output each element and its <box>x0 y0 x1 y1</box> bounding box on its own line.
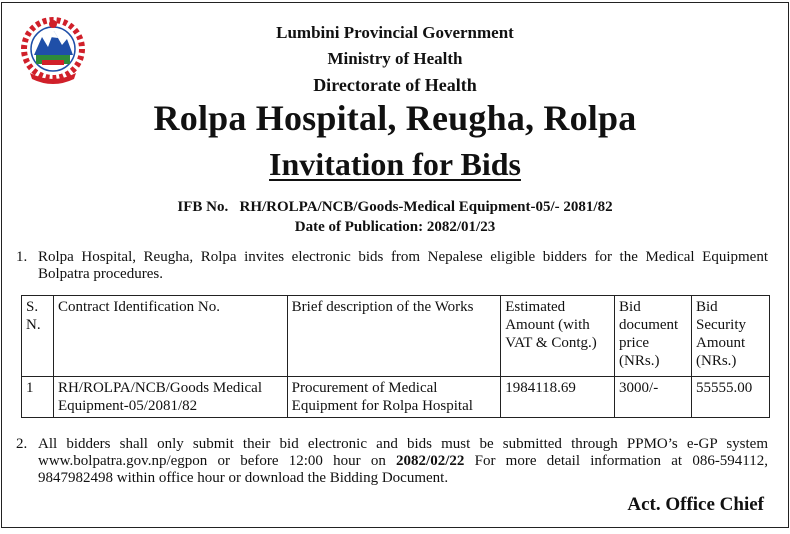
cell-description: Procurement of Medical Equipment for Rolpa Hospital <box>287 377 501 418</box>
header-description: Brief description of the Works <box>287 296 501 377</box>
bid-notice <box>1 2 789 528</box>
signoff: Act. Office Chief <box>627 494 764 515</box>
header-document-price: Bid document price (NRs.) <box>615 296 692 377</box>
header-security-amount: Bid Security Amount (NRs.) <box>692 296 770 377</box>
publication-date <box>2 219 788 236</box>
hospital-name: Rolpa Hospital, Reugha, Rolpa <box>153 98 637 138</box>
paragraph-2 <box>16 436 768 487</box>
directorate-heading: Directorate of Health <box>313 75 477 95</box>
header-estimated-amount: Estimated Amount (with VAT & Contg.) <box>501 296 615 377</box>
paragraph-text-a: All bidders shall only submit their bid electronic and bids must be submitted through PPMO’s e-GP system www.bolpatra.gov.np/egpon or before 12:00 hour on <box>38 436 768 469</box>
paragraph-number: 1. <box>16 249 28 265</box>
bid-table <box>21 295 770 418</box>
ministry-heading: Ministry of Health <box>327 49 463 68</box>
cell-security-amount: 55555.00 <box>692 377 770 418</box>
publication-date-value: 2082/01/23 <box>426 219 496 235</box>
cell-estimated-amount: 1984118.69 <box>501 377 615 418</box>
cell-document-price: 3000/- <box>615 377 692 418</box>
table-header-row <box>22 296 770 377</box>
paragraph-text-b: For more detail information at 086-594112, 9847982498 within office hour or download the Bidding Document. <box>38 453 769 486</box>
header-sn: S. N. <box>22 296 54 377</box>
ifb-label: IFB No. <box>177 199 229 215</box>
ifb-value: RH/ROLPA/NCB/Goods-Medical Equipment-05/- 2081/82 <box>239 199 613 215</box>
publication-date-label: Date of Publication: <box>294 219 424 235</box>
cell-sn: 1 <box>22 377 54 418</box>
notice-title: Invitation for Bids <box>269 146 521 182</box>
provincial-government-heading: Lumbini Provincial Government <box>276 23 514 42</box>
cell-contract-id: RH/ROLPA/NCB/Goods Medical Equipment-05/2081/82 <box>53 377 287 418</box>
paragraph-text <box>38 436 768 487</box>
paragraph-text: Rolpa Hospital, Reugha, Rolpa invites electronic bids from Nepalese eligible bidders for the Medical Equipment Bolpatra procedures. <box>38 249 768 282</box>
submission-deadline: 2082/02/22 <box>396 453 465 469</box>
ifb-number <box>2 199 788 216</box>
paragraph-number: 2. <box>16 436 28 452</box>
header-contract-id: Contract Identification No. <box>53 296 287 377</box>
table-row <box>22 377 770 418</box>
paragraph-1 <box>16 249 768 283</box>
